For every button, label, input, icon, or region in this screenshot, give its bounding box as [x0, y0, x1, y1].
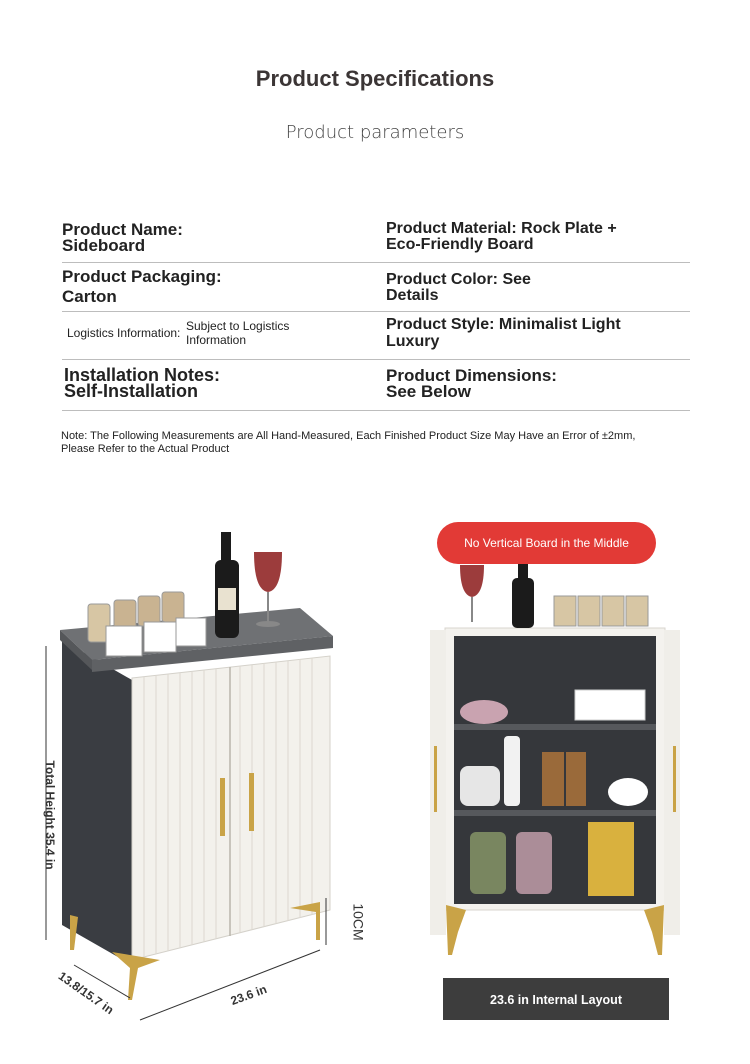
leg-height-label: 10CM	[350, 903, 367, 941]
cabinet-leg	[112, 952, 160, 1000]
spec-name-label: Product Name:	[62, 220, 183, 239]
jars-on-top	[88, 592, 206, 656]
wine-bottle	[215, 532, 239, 638]
measurement-note	[61, 430, 701, 456]
note-line-1: Note: The Following Measurements are All Hand-Measured, Each Finished Product Size May Have an Error of ±2mm,	[61, 430, 636, 442]
door-left	[430, 630, 446, 935]
row-divider	[62, 410, 690, 411]
spec-material-label: Product Material: Rock Plate +	[386, 220, 617, 237]
door-handle	[249, 773, 254, 831]
spec-install-value: Self-Installation	[64, 381, 199, 401]
spec-style	[386, 316, 621, 350]
cabinet-illustration	[0, 520, 400, 1040]
spec-logistics-value-2: Information	[186, 333, 247, 347]
note-line-2: Please Refer to the Actual Product	[61, 443, 230, 455]
spec-dimensions-value: See Below	[386, 382, 472, 401]
spec-packaging-value: Carton	[62, 287, 117, 306]
spec-logistics-label: Logistics Information:	[67, 326, 181, 340]
shelf	[454, 724, 656, 730]
open-cabinet-illustration	[430, 560, 690, 970]
spec-name	[62, 222, 183, 254]
row-divider	[62, 311, 690, 312]
spec-dimensions-label: Product Dimensions:	[386, 366, 557, 385]
door-handle	[220, 778, 225, 836]
spec-packaging	[62, 267, 222, 307]
spec-dimensions	[386, 368, 557, 400]
spec-install	[64, 367, 220, 399]
spec-packaging-label: Product Packaging:	[62, 267, 222, 286]
cabinet-leg	[290, 902, 320, 940]
row-divider	[62, 359, 690, 360]
spec-material-value: Eco-Friendly Board	[386, 236, 534, 253]
page-title: Product Specifications	[255, 66, 495, 91]
row-divider	[62, 262, 690, 263]
spec-logistics-value	[186, 319, 289, 347]
spec-color-value: Details	[386, 287, 439, 304]
spec-style-label: Product Style: Minimalist Light	[386, 316, 621, 333]
spec-style-value: Luxury	[386, 333, 440, 350]
spec-logistics-value-1: Subject to Logistics	[186, 319, 290, 333]
spec-color-label: Product Color: See	[386, 271, 531, 288]
no-vertical-board-badge: No Vertical Board in the Middle	[437, 522, 656, 564]
internal-layout-label: 23.6 in Internal Layout	[443, 978, 669, 1020]
page-subtitle: Product parameters	[285, 122, 465, 143]
height-dimension-label: Total Height 35.4 in	[43, 760, 57, 870]
spec-name-value: Sideboard	[62, 236, 146, 255]
spec-color	[386, 272, 531, 304]
depth-dimension-label: 13.8/15.7 in	[55, 968, 117, 1018]
width-dimension-label: 23.6 in	[228, 982, 269, 1008]
spec-install-label: Installation Notes:	[64, 365, 221, 385]
door-right	[664, 630, 680, 935]
shelf	[454, 810, 656, 816]
spec-material	[386, 221, 617, 253]
